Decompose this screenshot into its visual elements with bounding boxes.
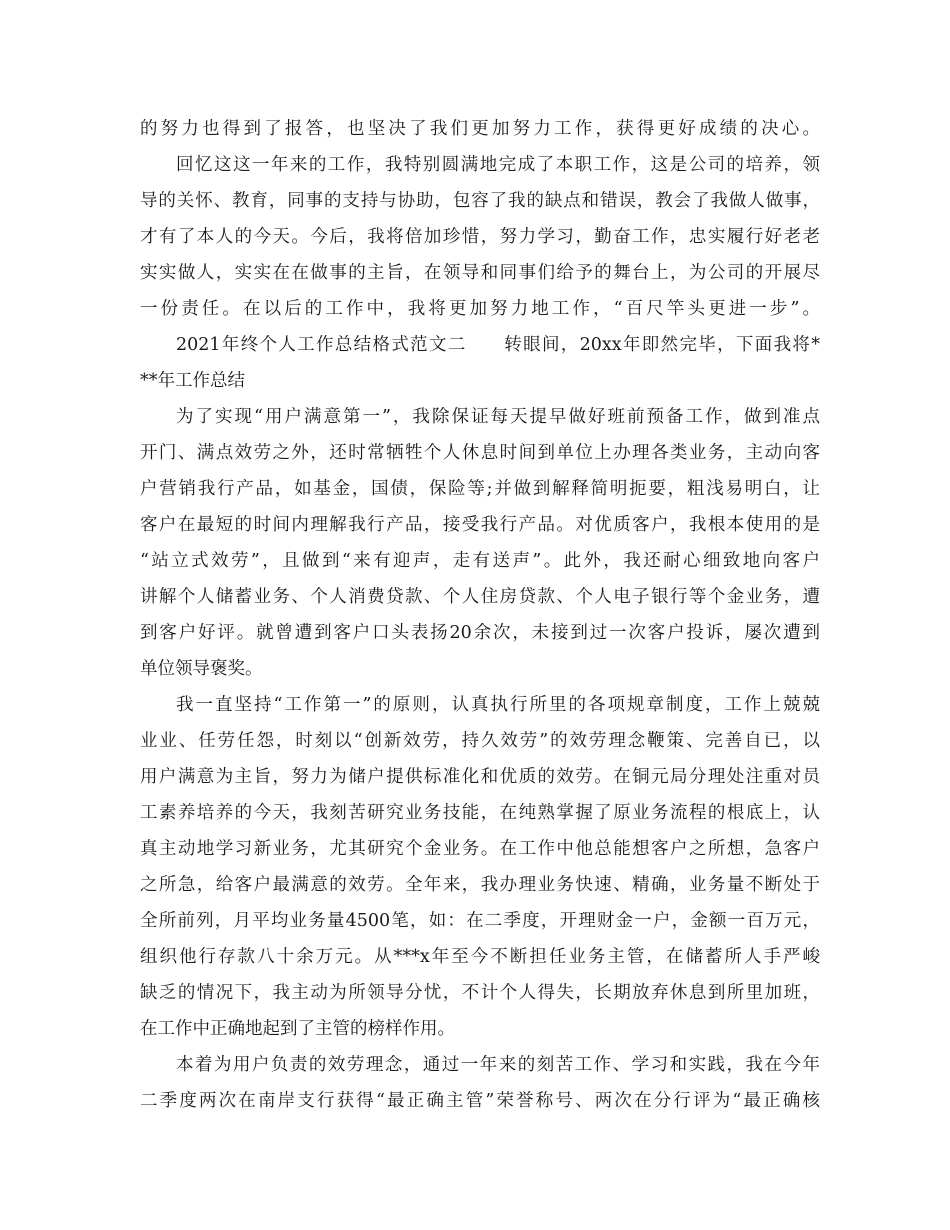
text-line: 我一直坚持“工作第一”的原则，认真执行所里的各项规章制度，工作上兢兢 — [176, 695, 820, 715]
text-line: “站立式效劳”，且做到“来有迎声，走有送声”。此外，我还耐心细致地向客户 — [140, 551, 820, 571]
text-line: 全所前列，月平均业务量4500笔，如：在二季度，开理财金一户，金额一百万元， — [140, 911, 820, 931]
text-line: 真主动地学习新业务，尤其研究个金业务。在工作中他总能想客户之所想，急客户 — [140, 839, 820, 859]
section-heading-line: 2021年终个人工作总结格式范文二 转眼间，20xx年即然完毕，下面我将* — [176, 335, 820, 355]
text-line: 业业、任劳任怨，时刻以“创新效劳，持久效劳”的效劳理念鞭策、完善自已，以 — [140, 731, 820, 751]
text-line: 在工作中正确地起到了主管的榜样作用。 — [140, 1019, 455, 1039]
text-line: **年工作总结 — [140, 371, 245, 391]
text-line: 户营销我行产品，如基金，国债，保险等;并做到解释简明扼要，粗浅易明白，让 — [140, 479, 820, 499]
text-line: 开门、满点效劳之外，还时常牺牲个人休息时间到单位上办理各类业务，主动向客 — [140, 443, 820, 463]
text-line: 客户在最短的时间内理解我行产品，接受我行产品。对优质客户，我根本使用的是 — [140, 515, 820, 535]
text-line: 为了实现“用户满意第一”，我除保证每天提早做好班前预备工作，做到准点 — [176, 407, 820, 427]
text-line: 组织他行存款八十余万元。从***x年至今不断担任业务主管，在储蓄所人手严峻 — [140, 947, 820, 967]
text-line: 导的关怀、教育，同事的支持与协助，包容了我的缺点和错误，教会了我做人做事， — [140, 191, 820, 211]
text-line: 到客户好评。就曾遭到客户口头表扬20余次，未接到过一次客户投诉，屡次遭到 — [140, 623, 820, 643]
text-line: 一份责任。在以后的工作中，我将更加努力地工作，“百尺竿头更进一步”。 — [140, 299, 820, 319]
text-line: 用户满意为主旨，努力为储户提供标准化和优质的效劳。在铜元局分理处注重对员 — [140, 767, 820, 787]
text-line: 才有了本人的今天。今后，我将倍加珍惜，努力学习，勤奋工作，忠实履行好老老 — [140, 227, 820, 247]
text-line: 讲解个人储蓄业务、个人消费贷款、个人住房贷款、个人电子银行等个金业务，遭 — [140, 587, 820, 607]
text-line: 实实做人，实实在在做事的主旨，在领导和同事们给予的舞台上，为公司的开展尽 — [140, 263, 820, 283]
text-line: 二季度两次在南岸支行获得“最正确主管”荣誉称号、两次在分行评为“最正确核 — [140, 1091, 820, 1111]
text-line: 单位领导褒奖。 — [140, 659, 263, 679]
text-line: 工素养培养的今天，我刻苦研究业务技能，在纯熟掌握了原业务流程的根底上，认 — [140, 803, 820, 823]
text-line: 的努力也得到了报答，也坚决了我们更加努力工作，获得更好成绩的决心。 — [140, 119, 820, 139]
text-line: 回忆这这一年来的工作，我特别圆满地完成了本职工作，这是公司的培养，领 — [176, 155, 820, 175]
text-line: 缺乏的情况下，我主动为所领导分忧，不计个人得失，长期放弃休息到所里加班， — [140, 983, 820, 1003]
text-line: 本着为用户负责的效劳理念，通过一年来的刻苦工作、学习和实践，我在今年 — [176, 1055, 820, 1075]
text-line: 之所急，给客户最满意的效劳。全年来，我办理业务快速、精确，业务量不断处于 — [140, 875, 820, 895]
